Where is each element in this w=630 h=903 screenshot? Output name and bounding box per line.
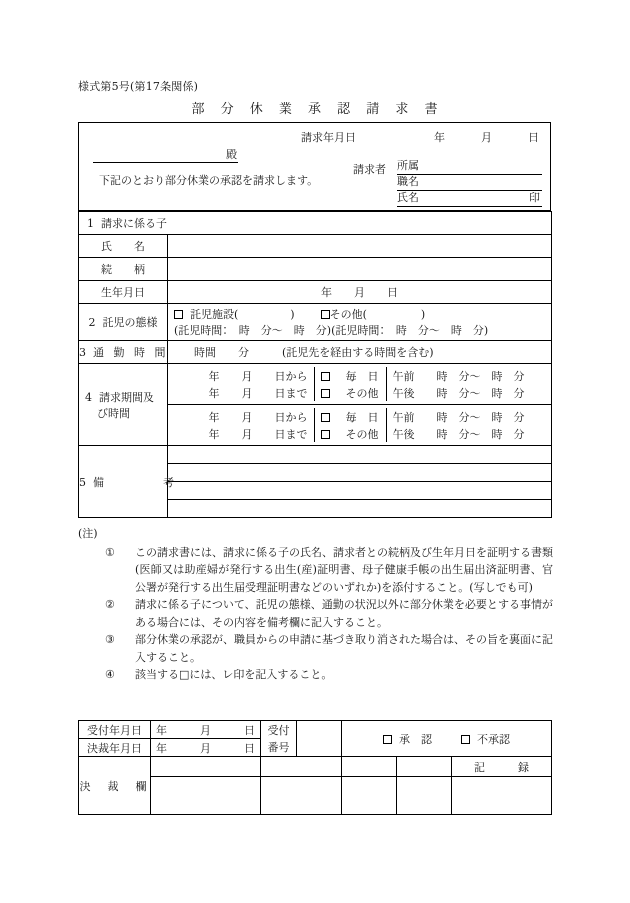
period2-check-daily[interactable] [314, 408, 386, 425]
remarks-line-2[interactable] [168, 464, 552, 482]
childcare-type-row [168, 304, 551, 322]
period-block-1 [168, 364, 552, 405]
period2-am-label: 午前 [392, 410, 415, 424]
period1-time-am[interactable] [386, 367, 551, 384]
period1-am-label: 午前 [392, 369, 415, 383]
table-row [79, 446, 552, 464]
requester-label: 請求者 [353, 163, 386, 176]
requester-name-field[interactable] [397, 191, 542, 207]
table-row [168, 384, 551, 401]
table-row [79, 212, 552, 235]
request-date-month: 月 [481, 131, 492, 144]
section5-label [79, 446, 177, 518]
request-date-fields [434, 129, 539, 145]
period1-to[interactable]: 年 月 日まで [208, 386, 308, 400]
birthdate-month: 月 [354, 286, 365, 299]
period1-pm-label: 午後 [392, 386, 415, 400]
section1-header [79, 212, 552, 235]
note-text-4: 該当する□には、レ印を記入すること。 [135, 668, 333, 681]
section2-value [168, 304, 552, 341]
requester-name-label: 氏名 [397, 191, 419, 204]
requester-jobtitle-field[interactable] [397, 175, 542, 191]
period2-time-am[interactable] [386, 408, 551, 425]
child-relationship-value[interactable] [168, 258, 552, 281]
receipt-no-label-line2: 番号 [261, 739, 297, 757]
decision-column-label [79, 757, 151, 815]
record-value[interactable] [452, 777, 552, 815]
childcare-facility-label: 託児施設( [190, 308, 239, 321]
decision-date-label: 決裁年月日 [79, 739, 151, 757]
period1-check-other[interactable] [314, 384, 386, 401]
decision-sign-4[interactable] [397, 777, 452, 815]
receipt-date-value[interactable]: 年 月 日 [151, 721, 261, 739]
section4-label-line2: び時間 [97, 406, 130, 420]
table-row [79, 341, 552, 364]
note-text-3: 部分休業の承認が、職員からの申請に基づき取り消された場合は、その旨を裏面に記入すること。 [135, 633, 553, 664]
period2-daily-label: 毎 日 [345, 410, 379, 424]
record-label: 記 録 [452, 757, 552, 777]
requester-affiliation-field[interactable] [397, 159, 542, 175]
checkbox-icon-facility[interactable] [174, 310, 183, 319]
section3-label-text: 通 勤 時 間 [93, 346, 169, 359]
section1-label: 請求に係る子 [101, 217, 167, 230]
checkbox-icon-other[interactable] [321, 310, 330, 319]
approve-label: 承 認 [399, 732, 433, 746]
child-birthdate-label: 生年月日 [79, 281, 168, 304]
notes-heading: (注) [78, 527, 98, 540]
form-code: 様式第5号(第17条関係) [78, 80, 199, 93]
child-name-value[interactable] [168, 235, 552, 258]
childcare-other-label: その他( [329, 308, 367, 321]
period2-am-time: 時 分〜 時 分 [436, 410, 525, 424]
request-date-label: 請求年月日 [301, 131, 356, 144]
table-row [79, 281, 552, 304]
checkbox-icon-other-2[interactable] [321, 430, 330, 439]
decision-cell-3[interactable] [342, 757, 397, 777]
period1-check-daily[interactable] [314, 367, 386, 384]
checkbox-icon-reject[interactable] [461, 735, 470, 744]
request-date-year: 年 [434, 131, 445, 144]
approval-decision-cell [342, 721, 552, 757]
reject-label: 不承認 [477, 732, 511, 746]
period2-check-other[interactable] [314, 425, 386, 442]
addressee-field[interactable]: 殿 [93, 147, 238, 163]
note-number-2: ② [105, 598, 115, 611]
decision-sign-3[interactable] [342, 777, 397, 815]
birthdate-year: 年 [321, 286, 332, 299]
decision-cell-1[interactable] [151, 757, 261, 777]
note-text-1: この請求書には、請求に係る子の氏名、請求者との続柄及び生年月日を証明する書類(医師又は助産婦が発行する出生(産)証明書、母子健康手帳の出生届出済証明書、官公署が発行する出生届受理証明書などのいずれか)を添付すること。(写しでも可) [135, 545, 553, 594]
decision-cell-2[interactable] [261, 757, 342, 777]
requester-fields [397, 159, 542, 207]
section4-label [79, 364, 168, 446]
childcare-hours-facility[interactable]: (託児時間： 時 分〜 時 分) [174, 324, 332, 337]
period2-pm-label: 午後 [392, 427, 415, 441]
checkbox-icon-daily-1[interactable] [321, 372, 330, 381]
childcare-other-close: ) [420, 308, 426, 321]
section2-label-text: 託児の態様 [102, 316, 158, 329]
declaration-box [78, 122, 551, 211]
period-subtable-1 [168, 367, 551, 401]
declaration-text: 下記のとおり部分休業の承認を請求します。 [99, 174, 319, 187]
notes-section [78, 525, 553, 684]
birthdate-day: 日 [387, 286, 398, 299]
period2-pm-time: 時 分〜 時 分 [436, 427, 525, 441]
page-title: 部 分 休 業 承 認 請 求 書 [191, 102, 444, 117]
receipt-no-label-line1: 受付 [261, 721, 297, 739]
table-row [79, 304, 552, 341]
childcare-hours-row [168, 322, 551, 340]
note-item-3 [78, 631, 553, 666]
section4-label-line1: 請求期間及 [99, 390, 154, 404]
requester-jobtitle-label: 職名 [397, 175, 419, 188]
table-row [79, 258, 552, 281]
period1-time-pm[interactable] [386, 384, 551, 401]
receipt-date-label: 受付年月日 [79, 721, 151, 739]
table-row [168, 408, 551, 425]
period2-time-pm[interactable] [386, 425, 551, 442]
table-row [168, 367, 551, 384]
remarks-line-4[interactable] [168, 500, 552, 518]
decision-column-label-text: 決 裁 欄 [79, 779, 150, 793]
approval-table [78, 720, 552, 815]
period2-other-label: その他 [345, 427, 379, 441]
main-form-table [78, 211, 552, 518]
child-birthdate-value[interactable] [168, 281, 552, 304]
checkbox-icon-daily-2[interactable] [321, 413, 330, 422]
note-number-1: ① [105, 545, 115, 559]
note-item-2 [78, 596, 553, 631]
period1-daily-label: 毎 日 [345, 369, 379, 383]
table-row [168, 425, 551, 442]
section4-number: 4 [85, 390, 92, 404]
period1-am-time: 時 分〜 時 分 [436, 369, 525, 383]
decision-sign-2[interactable] [261, 777, 342, 815]
request-date-day: 日 [528, 131, 539, 144]
period1-from[interactable]: 年 月 日から [208, 369, 308, 383]
section5-number: 5 [79, 475, 86, 489]
table-row [79, 235, 552, 258]
period2-from[interactable]: 年 月 日から [208, 410, 308, 424]
section3-label [79, 341, 168, 364]
section1-number: 1 [87, 217, 94, 230]
section5-label-text: 備 考 [93, 475, 177, 489]
note-text-2: 請求に係る子について、託児の態様、通勤の状況以外に部分休業を必要とする事情がある場合には、その内容を備考欄に記入すること。 [135, 598, 553, 629]
period2-to[interactable]: 年 月 日まで [208, 427, 308, 441]
childcare-hours-other[interactable]: (託児時間： 時 分〜 時 分) [331, 324, 489, 337]
period1-pm-time: 時 分〜 時 分 [436, 386, 525, 400]
note-item-1 [78, 544, 553, 597]
section3-number: 3 [79, 346, 86, 359]
remarks-line-3[interactable] [168, 482, 552, 500]
note-item-4 [78, 666, 553, 684]
period-subtable-2 [168, 408, 551, 442]
table-row [79, 721, 552, 739]
section2-number: 2 [88, 316, 96, 329]
childcare-facility-close: ) [290, 308, 295, 321]
period-block-2 [168, 405, 552, 446]
child-name-label: 氏 名 [79, 235, 168, 258]
section2-label [79, 304, 168, 341]
table-row [79, 757, 552, 777]
note-number-4: ④ [105, 668, 115, 681]
remarks-line-1[interactable] [168, 446, 552, 464]
checkbox-icon-other-1[interactable] [321, 389, 330, 398]
child-relationship-label: 続 柄 [79, 258, 168, 281]
seal-mark: 印 [529, 191, 540, 204]
receipt-no-value[interactable] [297, 721, 342, 757]
checkbox-icon-approve[interactable] [383, 735, 392, 744]
table-row [79, 364, 552, 405]
period1-other-label: その他 [345, 386, 379, 400]
commute-time-value[interactable]: 時間 分 (託児先を経由する時間を含む) [168, 341, 552, 364]
note-number-3: ③ [105, 633, 115, 646]
decision-date-value[interactable]: 年 月 日 [151, 739, 261, 757]
requester-affiliation-label: 所属 [397, 159, 419, 172]
decision-sign-1[interactable] [151, 777, 261, 815]
decision-cell-4[interactable] [397, 757, 452, 777]
